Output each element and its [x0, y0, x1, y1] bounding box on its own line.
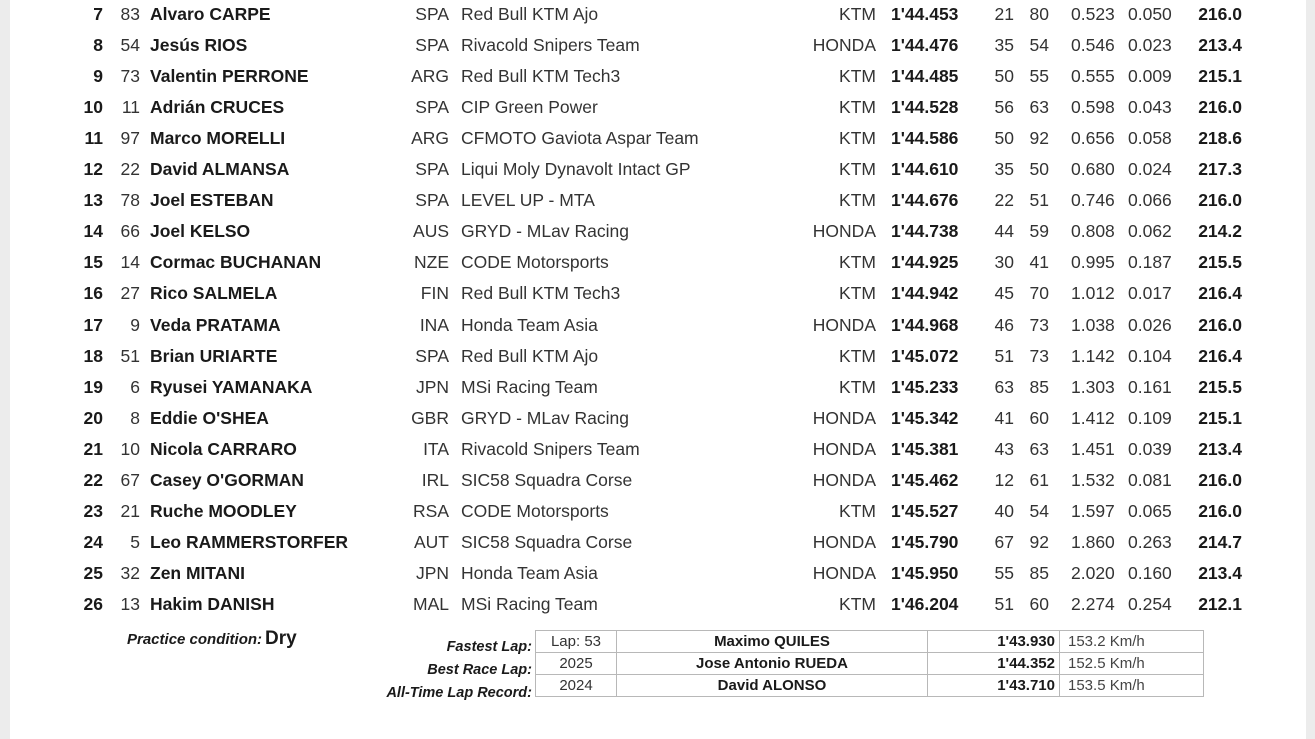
- best-lap-number: 44: [994, 221, 1014, 242]
- nationality: SPA: [415, 159, 449, 180]
- records-table: [535, 630, 1204, 697]
- max-speed: 215.1: [1198, 66, 1242, 87]
- rider-number: 5: [130, 531, 140, 552]
- manufacturer: HONDA: [812, 438, 876, 459]
- table-row: [10, 403, 1306, 434]
- manufacturer: KTM: [839, 4, 876, 24]
- position: 12: [83, 159, 103, 180]
- total-laps: 54: [1029, 500, 1049, 521]
- max-speed: 218.6: [1198, 128, 1242, 149]
- gap-to-previous: 0.104: [1128, 345, 1172, 366]
- max-speed: 215.5: [1198, 376, 1242, 397]
- position: 13: [83, 190, 103, 211]
- manufacturer: KTM: [839, 66, 876, 87]
- best-lap-number: 55: [994, 562, 1014, 583]
- nationality: INA: [419, 314, 449, 335]
- gap-to-previous: 0.187: [1128, 252, 1172, 273]
- best-lap-time: 1'45.527: [891, 500, 959, 521]
- manufacturer: HONDA: [812, 314, 876, 335]
- rider-name: Brian URIARTE: [150, 345, 278, 366]
- record-year: 2024: [536, 675, 617, 697]
- team-name: Red Bull KTM Tech3: [461, 283, 621, 304]
- position: 15: [83, 252, 103, 273]
- manufacturer: KTM: [839, 252, 876, 273]
- best-lap-time: 1'44.738: [891, 221, 959, 242]
- team-name: CIP Green Power: [461, 97, 598, 118]
- table-row: [10, 310, 1306, 341]
- rider-number: 14: [120, 252, 140, 273]
- total-laps: 63: [1029, 97, 1049, 118]
- gap-to-previous: 0.023: [1128, 35, 1172, 56]
- table-row: [10, 154, 1306, 185]
- record-row-fastest-lap: [536, 631, 1204, 653]
- rider-name: Casey O'GORMAN: [150, 469, 304, 490]
- table-row: [10, 92, 1306, 123]
- record-time: 1'43.710: [928, 675, 1060, 697]
- best-lap-number: 51: [994, 593, 1014, 614]
- manufacturer: KTM: [839, 159, 876, 180]
- record-row-all-time: [536, 675, 1204, 697]
- gap-to-previous: 0.254: [1128, 593, 1172, 614]
- nationality: SPA: [415, 345, 449, 366]
- best-lap-number: 35: [994, 35, 1014, 56]
- total-laps: 85: [1029, 562, 1049, 583]
- best-lap-number: 30: [994, 252, 1014, 273]
- manufacturer: HONDA: [812, 407, 876, 428]
- position: 22: [83, 469, 103, 490]
- table-row: [10, 589, 1306, 620]
- rider-name: Hakim DANISH: [150, 593, 275, 614]
- table-row: [10, 527, 1306, 558]
- max-speed: 213.4: [1198, 438, 1242, 459]
- rider-name: Jesús RIOS: [150, 35, 248, 56]
- gap-to-first: 0.598: [1071, 97, 1115, 118]
- total-laps: 41: [1029, 252, 1049, 273]
- nationality: NZE: [414, 252, 449, 273]
- team-name: Rivacold Snipers Team: [461, 438, 640, 459]
- max-speed: 214.7: [1198, 531, 1242, 552]
- best-lap-time: 1'44.676: [891, 190, 959, 211]
- best-lap-number: 12: [994, 469, 1014, 490]
- total-laps: 92: [1029, 128, 1049, 149]
- best-lap-number: 22: [994, 190, 1014, 211]
- team-name: CFMOTO Gaviota Aspar Team: [461, 128, 699, 149]
- manufacturer: KTM: [839, 128, 876, 149]
- gap-to-first: 2.020: [1071, 562, 1115, 583]
- best-lap-number: 50: [994, 66, 1014, 87]
- rider-number: 22: [120, 159, 140, 180]
- nationality: MAL: [413, 593, 449, 614]
- nationality: AUS: [413, 221, 449, 242]
- rider-name: Veda PRATAMA: [150, 314, 281, 335]
- best-lap-time: 1'44.942: [891, 283, 959, 304]
- best-lap-number: 41: [994, 407, 1014, 428]
- records-labels: [370, 636, 532, 705]
- rider-name: Alvaro CARPE: [150, 4, 271, 24]
- gap-to-previous: 0.009: [1128, 66, 1172, 87]
- table-row: [10, 558, 1306, 589]
- team-name: CODE Motorsports: [461, 500, 609, 521]
- rider-name: Marco MORELLI: [150, 128, 286, 149]
- rider-number: 97: [120, 128, 140, 149]
- best-lap-time: 1'45.233: [891, 376, 959, 397]
- rider-number: 13: [120, 593, 140, 614]
- total-laps: 73: [1029, 345, 1049, 366]
- best-lap-time: 1'44.528: [891, 97, 959, 118]
- max-speed: 215.5: [1198, 252, 1242, 273]
- max-speed: 216.0: [1198, 314, 1242, 335]
- rider-name: Leo RAMMERSTORFER: [150, 531, 349, 552]
- best-lap-number: 50: [994, 128, 1014, 149]
- total-laps: 60: [1029, 593, 1049, 614]
- rider-number: 67: [120, 469, 140, 490]
- best-lap-number: 63: [994, 376, 1014, 397]
- team-name: SIC58 Squadra Corse: [461, 531, 633, 552]
- manufacturer: HONDA: [812, 562, 876, 583]
- max-speed: 216.0: [1198, 4, 1242, 24]
- table-row: [10, 465, 1306, 496]
- table-row: [10, 0, 1306, 30]
- gap-to-previous: 0.050: [1128, 4, 1172, 24]
- best-lap-time: 1'44.485: [891, 66, 959, 87]
- gap-to-previous: 0.024: [1128, 159, 1172, 180]
- rider-name: Cormac BUCHANAN: [150, 252, 322, 273]
- position: 16: [83, 283, 103, 304]
- table-row: [10, 123, 1306, 154]
- record-speed: 152.5 Km/h: [1060, 653, 1204, 675]
- nationality: FIN: [420, 283, 449, 304]
- best-lap-number: 67: [994, 531, 1014, 552]
- best-lap-time: 1'44.925: [891, 252, 959, 273]
- best-lap-time: 1'44.968: [891, 314, 959, 335]
- gap-to-first: 0.523: [1071, 4, 1115, 24]
- position: 18: [83, 345, 103, 366]
- rider-name: Ruche MOODLEY: [150, 500, 297, 521]
- record-lap: Lap: 53: [536, 631, 617, 653]
- gap-to-previous: 0.081: [1128, 469, 1172, 490]
- record-speed: 153.5 Km/h: [1060, 675, 1204, 697]
- gap-to-first: 0.746: [1071, 190, 1115, 211]
- total-laps: 54: [1029, 35, 1049, 56]
- best-lap-time: 1'45.381: [891, 438, 959, 459]
- table-row: [10, 372, 1306, 403]
- gap-to-first: 1.038: [1071, 314, 1115, 335]
- team-name: CODE Motorsports: [461, 252, 609, 273]
- rider-number: 66: [120, 221, 140, 242]
- manufacturer: KTM: [839, 190, 876, 211]
- gap-to-previous: 0.160: [1128, 562, 1172, 583]
- record-rider: Maximo QUILES: [617, 631, 928, 653]
- position: 25: [83, 562, 103, 583]
- nationality: IRL: [421, 469, 449, 490]
- best-lap-time: 1'45.342: [891, 407, 959, 428]
- best-lap-number: 40: [994, 500, 1014, 521]
- rider-name: Zen MITANI: [150, 562, 245, 583]
- best-lap-number: 46: [994, 314, 1014, 335]
- team-name: Rivacold Snipers Team: [461, 35, 640, 56]
- position: 21: [83, 438, 103, 459]
- max-speed: 213.4: [1198, 562, 1242, 583]
- best-lap-number: 21: [994, 4, 1014, 24]
- rider-name: Adrián CRUCES: [150, 97, 285, 118]
- gap-to-first: 0.555: [1071, 66, 1115, 87]
- nationality: SPA: [415, 190, 449, 211]
- total-laps: 59: [1029, 221, 1049, 242]
- best-lap-time: 1'45.950: [891, 562, 959, 583]
- condition-value: Dry: [265, 628, 297, 649]
- rider-number: 21: [120, 500, 140, 521]
- table-row: [10, 434, 1306, 465]
- gap-to-first: 0.546: [1071, 35, 1115, 56]
- table-row: [10, 341, 1306, 372]
- manufacturer: HONDA: [812, 531, 876, 552]
- record-rider: Jose Antonio RUEDA: [617, 653, 928, 675]
- rider-number: 27: [120, 283, 140, 304]
- position: 26: [83, 593, 103, 614]
- gap-to-previous: 0.263: [1128, 531, 1172, 552]
- gap-to-previous: 0.058: [1128, 128, 1172, 149]
- rider-number: 51: [120, 345, 140, 366]
- gap-to-previous: 0.065: [1128, 500, 1172, 521]
- max-speed: 216.0: [1198, 97, 1242, 118]
- rider-number: 6: [130, 376, 140, 397]
- total-laps: 80: [1029, 4, 1049, 24]
- table-row: [10, 30, 1306, 61]
- rider-number: 73: [120, 66, 140, 87]
- gap-to-first: 0.808: [1071, 221, 1115, 242]
- gap-to-first: 1.142: [1071, 345, 1115, 366]
- table-row: [10, 185, 1306, 216]
- gap-to-previous: 0.026: [1128, 314, 1172, 335]
- rider-number: 10: [120, 438, 140, 459]
- max-speed: 213.4: [1198, 35, 1242, 56]
- record-label-fastest-lap: Fastest Lap:: [446, 639, 532, 655]
- record-label-all-time: All-Time Lap Record:: [386, 685, 532, 701]
- position: 7: [93, 4, 103, 24]
- rider-number: 54: [120, 35, 140, 56]
- table-row: [10, 278, 1306, 309]
- max-speed: 216.0: [1198, 500, 1242, 521]
- max-speed: 216.4: [1198, 345, 1242, 366]
- team-name: Honda Team Asia: [461, 562, 598, 583]
- team-name: SIC58 Squadra Corse: [461, 469, 633, 490]
- rider-name: Joel ESTEBAN: [150, 190, 274, 211]
- total-laps: 51: [1029, 190, 1049, 211]
- best-lap-number: 35: [994, 159, 1014, 180]
- team-name: Liqui Moly Dynavolt Intact GP: [461, 159, 691, 180]
- nationality: GBR: [411, 407, 449, 428]
- team-name: GRYD - MLav Racing: [461, 407, 629, 428]
- rider-number: 11: [121, 97, 140, 118]
- total-laps: 92: [1029, 531, 1049, 552]
- gap-to-first: 1.012: [1071, 283, 1115, 304]
- rider-number: 8: [130, 407, 140, 428]
- position: 10: [83, 97, 103, 118]
- max-speed: 214.2: [1198, 221, 1242, 242]
- nationality: SPA: [415, 35, 449, 56]
- manufacturer: KTM: [839, 593, 876, 614]
- best-lap-time: 1'44.586: [891, 128, 959, 149]
- position: 19: [83, 376, 103, 397]
- total-laps: 63: [1029, 438, 1049, 459]
- record-label-best-race-lap: Best Race Lap:: [427, 662, 532, 678]
- max-speed: 212.1: [1198, 593, 1242, 614]
- manufacturer: HONDA: [812, 35, 876, 56]
- gap-to-previous: 0.039: [1128, 438, 1172, 459]
- best-lap-number: 56: [994, 97, 1014, 118]
- table-row: [10, 247, 1306, 278]
- gap-to-first: 1.597: [1071, 500, 1115, 521]
- gap-to-first: 1.303: [1071, 376, 1115, 397]
- practice-condition: [127, 628, 297, 650]
- nationality: AUT: [414, 531, 449, 552]
- team-name: MSi Racing Team: [461, 593, 598, 614]
- best-lap-time: 1'45.072: [891, 345, 959, 366]
- nationality: SPA: [415, 97, 449, 118]
- gap-to-first: 0.680: [1071, 159, 1115, 180]
- table-row: [10, 216, 1306, 247]
- gap-to-previous: 0.017: [1128, 283, 1172, 304]
- gap-to-previous: 0.062: [1128, 221, 1172, 242]
- results-page: [10, 0, 1306, 739]
- best-lap-time: 1'45.462: [891, 469, 959, 490]
- rider-number: 83: [120, 4, 140, 24]
- position: 14: [83, 221, 103, 242]
- record-time: 1'43.930: [928, 631, 1060, 653]
- manufacturer: HONDA: [812, 221, 876, 242]
- team-name: MSi Racing Team: [461, 376, 598, 397]
- best-lap-number: 45: [994, 283, 1014, 304]
- team-name: Red Bull KTM Ajo: [461, 4, 599, 24]
- team-name: Honda Team Asia: [461, 314, 598, 335]
- nationality: JPN: [415, 376, 449, 397]
- total-laps: 61: [1029, 469, 1049, 490]
- table-row: [10, 61, 1306, 92]
- manufacturer: KTM: [839, 500, 876, 521]
- record-rider: David ALONSO: [617, 675, 928, 697]
- nationality: ARG: [411, 66, 449, 87]
- gap-to-first: 1.451: [1071, 438, 1115, 459]
- manufacturer: KTM: [839, 97, 876, 118]
- total-laps: 85: [1029, 376, 1049, 397]
- best-lap-time: 1'44.453: [891, 4, 959, 24]
- rider-number: 78: [120, 190, 140, 211]
- gap-to-first: 0.995: [1071, 252, 1115, 273]
- record-row-best-race-lap: [536, 653, 1204, 675]
- gap-to-previous: 0.161: [1128, 376, 1172, 397]
- max-speed: 216.4: [1198, 283, 1242, 304]
- position: 23: [83, 500, 103, 521]
- nationality: SPA: [415, 4, 449, 24]
- best-lap-time: 1'44.610: [891, 159, 959, 180]
- gap-to-previous: 0.043: [1128, 97, 1172, 118]
- rider-number: 32: [120, 562, 140, 583]
- rider-number: 9: [130, 314, 140, 335]
- gap-to-first: 1.532: [1071, 469, 1115, 490]
- total-laps: 55: [1029, 66, 1049, 87]
- team-name: GRYD - MLav Racing: [461, 221, 629, 242]
- record-year: 2025: [536, 653, 617, 675]
- rider-name: Nicola CARRARO: [150, 438, 297, 459]
- condition-label: Practice condition:: [127, 631, 263, 648]
- nationality: RSA: [413, 500, 449, 521]
- position: 8: [93, 35, 103, 56]
- total-laps: 50: [1029, 159, 1049, 180]
- gap-to-first: 2.274: [1071, 593, 1115, 614]
- record-speed: 153.2 Km/h: [1060, 631, 1204, 653]
- position: 24: [83, 531, 103, 552]
- gap-to-previous: 0.066: [1128, 190, 1172, 211]
- nationality: ITA: [423, 438, 449, 459]
- position: 20: [83, 407, 103, 428]
- nationality: JPN: [415, 562, 449, 583]
- gap-to-previous: 0.109: [1128, 407, 1172, 428]
- manufacturer: HONDA: [812, 469, 876, 490]
- max-speed: 216.0: [1198, 469, 1242, 490]
- best-lap-number: 43: [994, 438, 1014, 459]
- gap-to-first: 0.656: [1071, 128, 1115, 149]
- gap-to-first: 1.860: [1071, 531, 1115, 552]
- gap-to-first: 1.412: [1071, 407, 1115, 428]
- nationality: ARG: [411, 128, 449, 149]
- team-name: Red Bull KTM Tech3: [461, 66, 621, 87]
- total-laps: 60: [1029, 407, 1049, 428]
- team-name: LEVEL UP - MTA: [461, 190, 595, 211]
- manufacturer: KTM: [839, 283, 876, 304]
- team-name: Red Bull KTM Ajo: [461, 345, 599, 366]
- max-speed: 215.1: [1198, 407, 1242, 428]
- max-speed: 216.0: [1198, 190, 1242, 211]
- max-speed: 217.3: [1198, 159, 1242, 180]
- total-laps: 70: [1029, 283, 1049, 304]
- position: 9: [93, 66, 103, 87]
- rider-name: David ALMANSA: [150, 159, 290, 180]
- rider-name: Valentin PERRONE: [150, 66, 309, 87]
- table-row: [10, 496, 1306, 527]
- best-lap-time: 1'44.476: [891, 35, 959, 56]
- rider-name: Joel KELSO: [150, 221, 251, 242]
- best-lap-time: 1'45.790: [891, 531, 959, 552]
- rider-name: Eddie O'SHEA: [150, 407, 269, 428]
- rider-name: Rico SALMELA: [150, 283, 278, 304]
- rider-name: Ryusei YAMANAKA: [150, 376, 313, 397]
- position: 17: [83, 314, 103, 335]
- position: 11: [84, 128, 103, 149]
- manufacturer: KTM: [839, 376, 876, 397]
- best-lap-number: 51: [994, 345, 1014, 366]
- record-time: 1'44.352: [928, 653, 1060, 675]
- total-laps: 73: [1029, 314, 1049, 335]
- manufacturer: KTM: [839, 345, 876, 366]
- best-lap-time: 1'46.204: [891, 593, 959, 614]
